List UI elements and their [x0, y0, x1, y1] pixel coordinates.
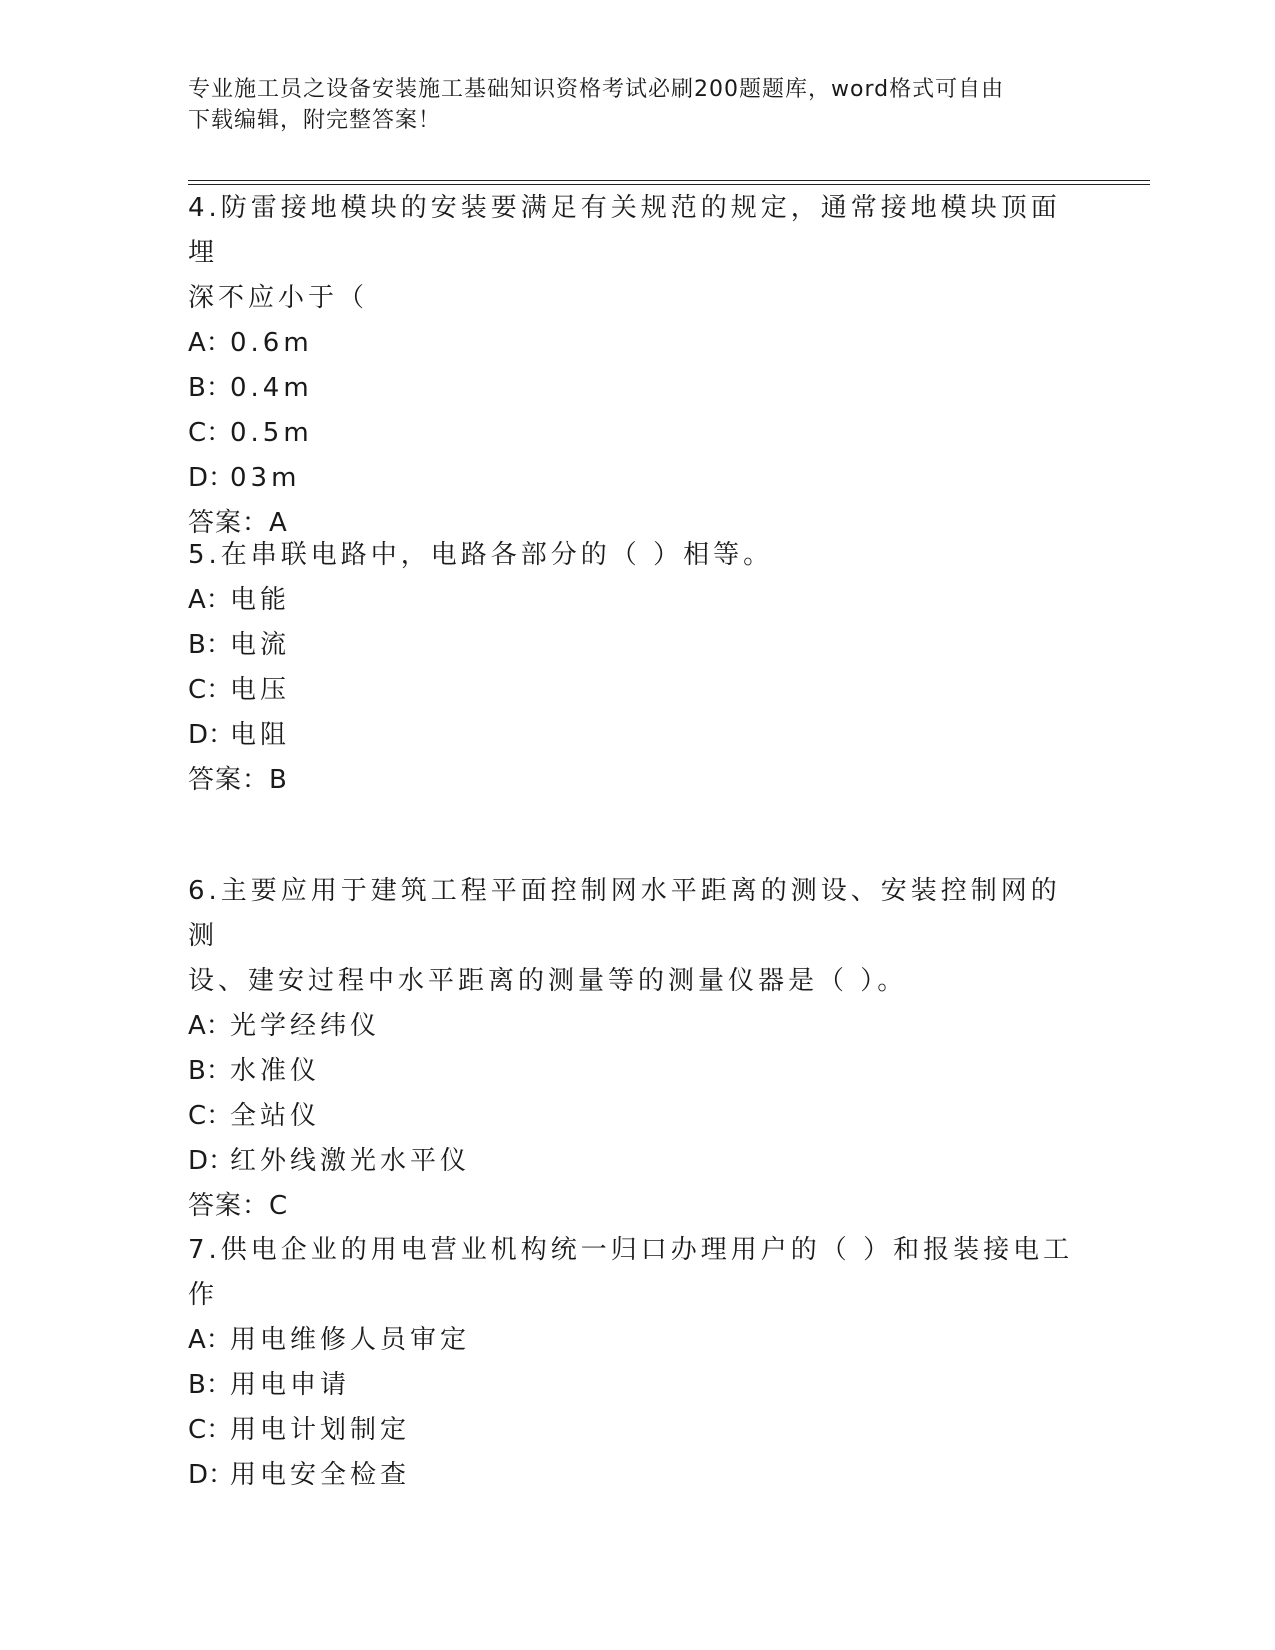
document-header	[188, 74, 1088, 136]
option-text: 电压	[230, 675, 291, 705]
option-text: 用电计划制定	[230, 1415, 411, 1445]
option-key: B：	[188, 630, 232, 660]
option-key: C：	[188, 1415, 233, 1445]
answer-line: 答案：B	[188, 765, 288, 795]
option-d	[188, 1139, 1088, 1184]
option-key: A：	[188, 1011, 232, 1041]
option-key: D：	[188, 463, 235, 493]
option-c	[188, 1094, 1088, 1139]
option-c	[188, 1408, 1088, 1453]
question-stem: 设、建安过程中水平距离的测量等的测量仪器是（ ）。	[188, 966, 908, 996]
header-divider-bottom	[188, 184, 1150, 185]
option-key: B：	[188, 1370, 232, 1400]
header-line-1: 专业施工员之设备安装施工基础知识资格考试必刷200题题库，word格式可自由	[188, 77, 1005, 102]
option-d	[188, 456, 1088, 501]
option-key: B：	[188, 1056, 232, 1086]
option-text: 0.4m	[230, 373, 313, 403]
option-text: 电能	[230, 585, 291, 615]
question-6	[188, 869, 1088, 1229]
option-text: 03m	[230, 463, 301, 493]
option-text: 光学经纬仪	[230, 1011, 381, 1041]
option-key: A：	[188, 328, 232, 358]
question-5	[188, 533, 1088, 803]
option-text: 电流	[230, 630, 291, 660]
option-key: A：	[188, 1325, 232, 1355]
option-key: A：	[188, 585, 232, 615]
question-7	[188, 1228, 1088, 1498]
option-text: 0.5m	[230, 418, 313, 448]
option-a	[188, 578, 1088, 623]
option-a	[188, 1004, 1088, 1049]
header-line-2: 下载编辑，附完整答案！	[188, 108, 442, 133]
option-text: 水准仪	[230, 1056, 321, 1086]
option-text: 用电申请	[230, 1370, 351, 1400]
answer-line: 答案：C	[188, 1191, 289, 1221]
option-b	[188, 1363, 1088, 1408]
option-text: 电阻	[230, 720, 291, 750]
option-key: C：	[188, 418, 233, 448]
option-c	[188, 411, 1088, 456]
header-divider-top	[188, 180, 1150, 181]
option-key: B：	[188, 373, 232, 403]
option-key: C：	[188, 675, 233, 705]
question-stem: 7.供电企业的用电营业机构统一归口办理用户的（ ）和报装接电工作	[188, 1235, 1074, 1310]
option-b	[188, 366, 1088, 411]
option-text: 用电维修人员审定	[230, 1325, 471, 1355]
question-stem: 6.主要应用于建筑工程平面控制网水平距离的测设、安装控制网的测	[188, 876, 1061, 951]
option-key: D：	[188, 720, 235, 750]
option-text: 红外线激光水平仪	[230, 1146, 471, 1176]
question-stem: 4.防雷接地模块的安装要满足有关规范的规定，通常接地模块顶面埋	[188, 193, 1061, 268]
option-d	[188, 713, 1088, 758]
option-text: 用电安全检查	[230, 1460, 411, 1490]
option-key: D：	[188, 1460, 235, 1490]
answer-line: 答案：A	[188, 508, 288, 538]
question-stem: 5.在串联电路中，电路各部分的（ ）相等。	[188, 540, 774, 570]
option-b	[188, 623, 1088, 668]
option-a	[188, 1318, 1088, 1363]
option-c	[188, 668, 1088, 713]
option-text: 全站仪	[230, 1101, 321, 1131]
option-key: C：	[188, 1101, 233, 1131]
option-a	[188, 321, 1088, 366]
option-key: D：	[188, 1146, 235, 1176]
option-text: 0.6m	[230, 328, 313, 358]
question-4	[188, 186, 1088, 546]
option-b	[188, 1049, 1088, 1094]
question-stem: 深不应小于（	[188, 283, 369, 313]
option-d	[188, 1453, 1088, 1498]
